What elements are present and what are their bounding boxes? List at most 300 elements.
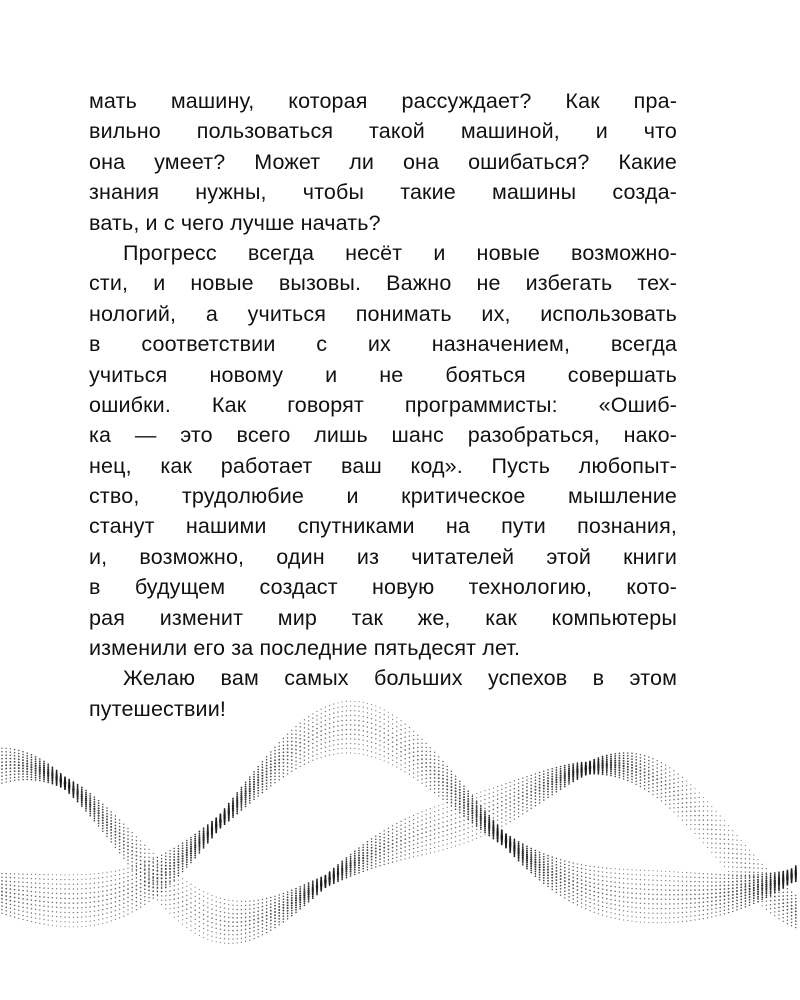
wave-dot	[782, 910, 784, 912]
wave-dot	[400, 821, 401, 822]
wave-dot	[762, 868, 763, 869]
wave-dot	[182, 892, 183, 893]
wave-dot	[635, 759, 637, 761]
wave-dot	[165, 891, 167, 893]
wave-dot	[261, 916, 263, 918]
wave-dot	[396, 853, 398, 855]
wave-dot	[669, 783, 671, 785]
wave-dot	[724, 866, 725, 867]
wave-dot	[123, 894, 125, 896]
wave-dot	[480, 805, 482, 807]
wave-dot	[694, 828, 695, 829]
wave-dot	[694, 911, 695, 912]
wave-dot	[283, 752, 285, 754]
wave-dot	[85, 808, 87, 810]
wave-dot	[106, 890, 108, 892]
wave-dot	[442, 781, 444, 783]
wave-dot	[362, 721, 364, 723]
wave-dot	[648, 777, 650, 779]
wave-dot	[740, 875, 741, 876]
wave-dot	[707, 806, 708, 807]
wave-dot	[85, 926, 86, 927]
wave-dot	[694, 889, 696, 891]
wave-dot	[623, 765, 625, 767]
wave-dot	[728, 874, 729, 875]
wave-dot	[623, 919, 624, 920]
wave-dot	[362, 870, 364, 872]
wave-dot	[383, 742, 385, 744]
wave-dot	[106, 908, 107, 909]
wave-dot	[459, 794, 461, 796]
wave-dot	[530, 854, 532, 856]
wave-dot	[753, 887, 755, 889]
wave-dot	[560, 786, 562, 788]
wave-dot	[707, 881, 708, 882]
wave-dot	[77, 907, 79, 909]
wave-dot	[661, 773, 663, 775]
wave-dot	[371, 727, 373, 729]
wave-dot	[459, 800, 461, 802]
wave-dot	[711, 847, 712, 848]
wave-dot	[148, 886, 150, 888]
wave-dot	[354, 853, 356, 855]
wave-dot	[148, 853, 149, 854]
wave-dot	[198, 844, 200, 846]
wave-dot	[547, 783, 549, 785]
wave-dot	[463, 833, 464, 834]
wave-dot	[64, 926, 65, 927]
wave-dot	[556, 767, 558, 769]
wave-dot	[560, 872, 562, 874]
wave-dot	[438, 818, 439, 819]
wave-dot	[770, 900, 772, 902]
wave-dot	[682, 820, 683, 821]
wave-dot	[489, 793, 490, 794]
wave-dot	[539, 775, 541, 777]
wave-dot	[455, 799, 457, 801]
wave-dot	[745, 906, 747, 908]
wave-dot	[35, 779, 37, 781]
wave-dot	[442, 808, 443, 809]
wave-dot	[413, 819, 414, 820]
wave-dot	[341, 720, 343, 722]
wave-dot	[131, 850, 133, 852]
wave-dot	[451, 837, 452, 838]
wave-dot	[644, 893, 646, 895]
wave-dot	[665, 784, 667, 786]
wave-dot	[682, 876, 683, 877]
wave-dot	[405, 723, 406, 724]
wave-dot	[157, 882, 159, 884]
wave-dot	[774, 915, 775, 916]
wave-dot	[795, 914, 797, 916]
wave-dot	[665, 871, 666, 872]
wave-dot	[589, 773, 591, 775]
wave-dot	[236, 921, 238, 923]
wave-dot	[467, 806, 469, 808]
wave-dot	[396, 838, 398, 840]
wave-dot	[22, 919, 23, 920]
wave-dot	[1, 751, 2, 752]
wave-dot	[39, 905, 41, 907]
wave-dot	[127, 880, 129, 882]
wave-dot	[534, 871, 536, 873]
wave-dot	[106, 899, 108, 901]
wave-dot	[182, 842, 184, 844]
wave-dot	[631, 921, 632, 922]
wave-dot	[119, 913, 120, 914]
wave-dot	[333, 754, 334, 755]
wave-dot	[371, 704, 372, 705]
wave-dot	[43, 772, 45, 774]
wave-dot	[526, 851, 528, 853]
wave-dot	[488, 802, 490, 804]
wave-dot	[547, 785, 549, 787]
wave-dot	[648, 787, 649, 788]
wave-dot	[665, 796, 666, 797]
wave-dot	[266, 759, 268, 761]
wave-dot	[35, 882, 36, 883]
wave-dot	[1, 783, 2, 784]
wave-dot	[110, 841, 111, 842]
wave-dot	[282, 912, 284, 914]
wave-dot	[241, 789, 243, 791]
wave-dot	[623, 910, 624, 911]
wave-dot	[81, 792, 83, 794]
wave-dot	[81, 805, 83, 807]
wave-dot	[283, 773, 284, 774]
wave-dot	[404, 736, 406, 738]
wave-dot	[308, 737, 310, 739]
wave-dot	[291, 890, 293, 892]
wave-dot	[190, 898, 191, 899]
wave-dot	[10, 777, 12, 779]
wave-dot	[413, 777, 414, 778]
wave-dot	[115, 897, 117, 899]
wave-dot	[287, 734, 288, 735]
wave-dot	[463, 793, 465, 795]
wave-dot	[589, 870, 590, 871]
wave-dot	[484, 828, 486, 830]
wave-dot	[308, 749, 310, 751]
wave-dot	[715, 889, 717, 891]
wave-dot	[308, 901, 310, 903]
wave-dot	[304, 902, 306, 904]
wave-dot	[345, 867, 347, 869]
wave-dot	[614, 757, 616, 759]
wave-dot	[274, 924, 276, 926]
wave-dot	[325, 751, 326, 752]
wave-dot	[5, 761, 7, 763]
wave-dot	[69, 921, 70, 922]
wave-dot	[266, 762, 268, 764]
wave-dot	[610, 899, 612, 901]
wave-dot	[299, 730, 301, 732]
wave-dot	[467, 803, 469, 805]
wave-dot	[136, 873, 137, 874]
wave-dot	[85, 921, 86, 922]
wave-dot	[438, 770, 440, 772]
wave-dot	[434, 820, 435, 821]
wave-dot	[396, 753, 397, 754]
wave-dot	[555, 876, 557, 878]
wave-dot	[699, 801, 700, 802]
wave-dot	[468, 837, 469, 838]
wave-dot	[236, 930, 238, 932]
wave-dot	[405, 728, 406, 729]
wave-dot	[560, 772, 562, 774]
wave-dot	[400, 844, 402, 846]
wave-dot	[715, 838, 717, 840]
wave-dot	[240, 801, 242, 803]
wave-dot	[707, 917, 708, 918]
wave-dot	[656, 903, 658, 905]
wave-dot	[266, 788, 267, 789]
wave-dot	[337, 877, 339, 879]
wave-dot	[392, 760, 393, 761]
wave-dot	[585, 865, 586, 866]
wave-dot	[652, 870, 653, 871]
wave-dot	[207, 840, 209, 842]
wave-dot	[703, 838, 704, 839]
wave-dot	[375, 734, 377, 736]
wave-dot	[157, 887, 159, 889]
wave-dot	[761, 883, 763, 885]
wave-dot	[602, 914, 603, 915]
wave-dot	[678, 773, 679, 774]
wave-dot	[337, 866, 339, 868]
wave-dot	[228, 917, 230, 919]
wave-dot	[392, 764, 393, 765]
wave-dot	[295, 768, 296, 769]
wave-dot	[215, 832, 217, 834]
wave-dot	[623, 767, 625, 769]
wave-dot	[446, 788, 448, 790]
wave-dot	[551, 883, 553, 885]
wave-dot	[728, 852, 730, 854]
wave-dot	[48, 879, 49, 880]
wave-dot	[278, 894, 279, 895]
wave-dot	[287, 737, 288, 738]
wave-dot	[358, 715, 359, 716]
wave-dot	[182, 901, 184, 903]
wave-dot	[367, 703, 368, 704]
wave-dot	[425, 840, 426, 841]
wave-dot	[388, 859, 389, 860]
wave-dot	[673, 917, 674, 918]
wave-dot	[434, 811, 435, 812]
wave-dot	[782, 899, 784, 901]
wave-dot	[451, 814, 452, 815]
wave-dot	[5, 754, 7, 756]
wave-dot	[568, 889, 570, 891]
wave-dot	[400, 751, 402, 753]
wave-dot	[362, 860, 364, 862]
wave-dot	[699, 797, 700, 798]
wave-dot	[186, 890, 187, 891]
wave-dot	[707, 885, 709, 887]
wave-dot	[278, 752, 280, 754]
wave-dot	[262, 789, 264, 791]
wave-dot	[421, 758, 423, 760]
wave-dot	[299, 908, 301, 910]
wave-dot	[18, 767, 20, 769]
wave-dot	[190, 930, 191, 931]
wave-dot	[514, 784, 515, 785]
wave-dot	[241, 942, 242, 943]
wave-dot	[690, 819, 691, 820]
wave-dot	[5, 751, 7, 753]
wave-dot	[283, 745, 285, 747]
wave-dot	[346, 743, 347, 744]
wave-dot	[253, 911, 255, 913]
wave-dot	[795, 895, 796, 896]
wave-dot	[757, 883, 759, 885]
wave-dot	[606, 755, 608, 757]
wave-dot	[299, 906, 301, 908]
wave-dot	[694, 819, 695, 820]
wave-dot	[640, 922, 641, 923]
wave-dot	[606, 868, 607, 869]
wave-dot	[383, 843, 385, 845]
wave-dot	[299, 886, 301, 888]
wave-dot	[455, 793, 457, 795]
wave-dot	[232, 921, 234, 923]
wave-dot	[64, 921, 65, 922]
wave-dot	[703, 842, 704, 843]
wave-dot	[791, 898, 793, 900]
wave-dot	[384, 714, 385, 715]
wave-dot	[102, 877, 103, 878]
wave-dot	[169, 859, 171, 861]
wave-dot	[413, 844, 415, 846]
wave-dot	[476, 823, 478, 825]
wave-dot	[274, 896, 275, 897]
wave-dot	[345, 869, 347, 871]
wave-dot	[232, 938, 233, 939]
wave-dot	[195, 923, 196, 924]
wave-dot	[153, 859, 154, 860]
wave-dot	[715, 904, 717, 906]
wave-dot	[228, 904, 229, 905]
wave-dot	[165, 852, 166, 853]
wave-dot	[413, 735, 414, 736]
wave-dot	[384, 709, 385, 710]
wave-dot	[199, 926, 200, 927]
wave-dot	[711, 829, 713, 831]
wave-dot	[421, 837, 423, 839]
wave-dot	[283, 915, 285, 917]
wave-dot	[195, 891, 196, 892]
wave-dot	[623, 878, 624, 879]
wave-dot	[9, 767, 11, 769]
wave-dot	[488, 815, 490, 817]
wave-dot	[442, 778, 444, 780]
wave-dot	[304, 886, 306, 888]
wave-dot	[257, 774, 259, 776]
wave-dot	[514, 788, 516, 790]
wave-dot	[556, 882, 558, 884]
wave-dot	[405, 771, 406, 772]
wave-dot	[413, 823, 414, 824]
wave-dot	[732, 835, 733, 836]
wave-dot	[640, 776, 642, 778]
wave-dot	[211, 917, 213, 919]
wave-dot	[303, 888, 305, 890]
wave-dot	[31, 754, 33, 756]
wave-dot	[304, 739, 306, 741]
wave-dot	[682, 881, 683, 882]
wave-dot	[652, 762, 653, 763]
wave-dot	[22, 910, 23, 911]
wave-dot	[371, 742, 372, 743]
wave-dot	[740, 908, 741, 909]
wave-dot	[329, 741, 330, 742]
wave-dot	[127, 828, 128, 829]
wave-dot	[656, 771, 658, 773]
wave-dot	[194, 836, 196, 838]
wave-dot	[287, 762, 289, 764]
wave-dot	[598, 773, 600, 775]
wave-dot	[434, 838, 435, 839]
wave-dot	[358, 734, 360, 736]
wave-dot	[354, 859, 356, 861]
wave-dot	[413, 756, 415, 758]
wave-dot	[287, 894, 289, 896]
wave-dot	[610, 903, 611, 904]
wave-dot	[312, 897, 314, 899]
wave-dot	[459, 792, 461, 794]
wave-dot	[644, 781, 646, 783]
wave-dot	[312, 882, 314, 884]
wave-dot	[257, 784, 259, 786]
wave-dot	[178, 879, 179, 880]
wave-dot	[459, 780, 461, 782]
wave-dot	[614, 755, 616, 757]
wave-dot	[463, 807, 465, 809]
wave-dot	[329, 727, 331, 729]
wave-dot	[18, 761, 20, 763]
wave-dot	[493, 817, 495, 819]
wave-dot	[636, 874, 637, 875]
wave-dot	[425, 823, 426, 824]
wave-dot	[581, 868, 582, 869]
wave-dot	[291, 894, 293, 896]
wave-dot	[81, 916, 82, 917]
wave-dot	[287, 751, 289, 753]
wave-dot	[388, 852, 390, 854]
wave-dot	[447, 848, 448, 849]
wave-dot	[261, 777, 263, 779]
wave-dot	[245, 905, 246, 906]
wave-dot	[102, 814, 104, 816]
wave-dot	[240, 799, 242, 801]
wave-dot	[165, 881, 167, 883]
wave-dot	[400, 760, 401, 761]
wave-dot	[476, 793, 477, 794]
wave-dot	[577, 778, 579, 780]
wave-dot	[131, 887, 133, 889]
wave-dot	[463, 824, 465, 826]
wave-dot	[736, 893, 738, 895]
wave-dot	[417, 759, 419, 761]
wave-dot	[471, 817, 473, 819]
wave-dot	[719, 892, 721, 894]
wave-dot	[707, 819, 709, 821]
wave-dot	[165, 868, 167, 870]
wave-dot	[757, 891, 759, 893]
wave-dot	[795, 927, 796, 928]
